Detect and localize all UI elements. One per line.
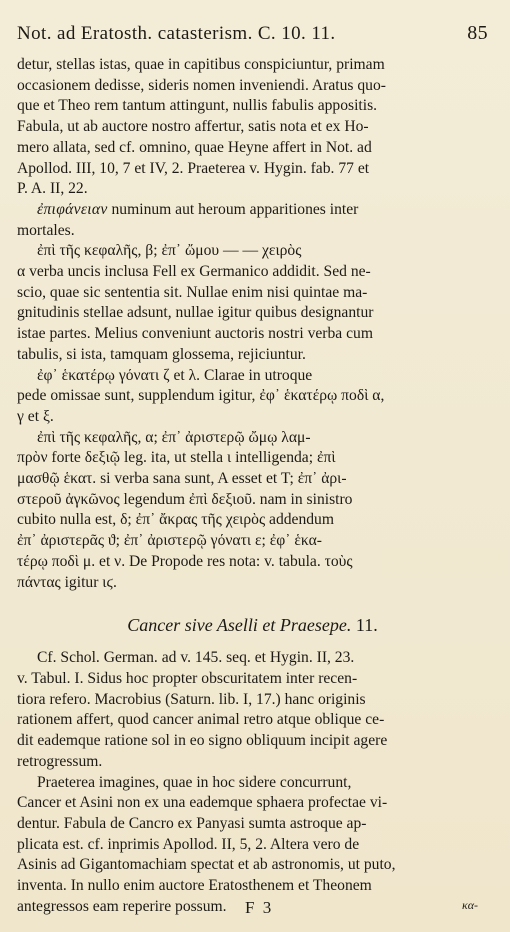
running-header: [17, 22, 488, 45]
running-title: Not. ad Eratosth. catasterism. C. 10. 11.: [17, 23, 336, 44]
text-fragment: numinum aut heroum apparitiones inter: [107, 200, 359, 218]
catchword: κα-: [461, 898, 478, 912]
text-line: pede omissae sunt, supplendum igitur, ἐφ᾽ ἑκατέρῳ ποδὶ α,: [17, 387, 385, 405]
signature-mark: F 3: [245, 898, 274, 917]
section-title: Cancer sive Aselli et Praesepe.: [127, 615, 352, 636]
text-line: tabulis, si ista, tamquam glossema, rejiciuntur.: [17, 345, 306, 363]
paragraph-5: [17, 428, 488, 594]
text-line: detur, stellas istas, quae in capitibus conspiciuntur, primam: [17, 56, 385, 73]
text-line: que et Theo rem tantum attingunt, nullis fabulis appositis.: [17, 97, 378, 115]
text-line: Asinis ad Gigantomachiam spectat et ab astronomis, ut puto,: [17, 856, 396, 874]
text-line: antegressos eam reperire possum.: [17, 897, 227, 915]
text-line: στεροῦ ἀγκῶνος legendum ἐπὶ δεξιοῦ. nam in sinistro: [17, 490, 353, 508]
text-line: rationem affert, quod cancer animal retro atque oblique ce-: [17, 711, 385, 729]
text-line: plicata est. cf. inprimis Apollod. II, 5, 2. Altera vero de: [17, 835, 360, 853]
text-line: occasionem dedisse, sideris nomen inveniendi. Aratus quo-: [17, 76, 386, 94]
text-line: Cancer et Asini non ex una eademque sphaera profectae vi-: [17, 794, 388, 812]
text-line: Cf. Schol. German. ad v. 145. seq. et Hygin. II, 23.: [37, 649, 355, 667]
text-line: α verba uncis inclusa Fell ex Germanico addidit. Sed ne-: [17, 263, 371, 281]
text-line: retrogressum.: [17, 752, 103, 770]
text-line: mortales.: [17, 221, 75, 239]
text-line: ἐπὶ τῆς κεφαλῆς, β; ἐπ᾽ ὤμου — — χειρὸς: [37, 242, 302, 260]
text-line: P. A. II, 22.: [17, 180, 88, 198]
paragraph-6: [17, 648, 488, 772]
text-line: tiora refero. Macrobius (Saturn. lib. I, 17.) hanc originis: [17, 690, 366, 708]
text-line: Fabula, ut ab auctore nostro affertur, satis nota et ex Ho-: [17, 118, 369, 136]
text-line: ἐπὶ τῆς κεφαλῆς, α; ἐπ᾽ ἀριστερῷ ὤμῳ λαμ-: [37, 428, 311, 446]
text-line: γ et ξ.: [17, 407, 54, 425]
paragraph-1: [17, 55, 488, 200]
paragraph-7: [17, 773, 488, 918]
text-line: dit eademque ratione sol in eo signo obliquum incipit agere: [17, 732, 388, 750]
text-line: Praeterea imagines, quae in hoc sidere concurrunt,: [37, 773, 352, 791]
text-line: cubito nulla est, δ; ἐπ᾽ ἄκρας τῆς χειρὸς addendum: [17, 511, 334, 529]
text-line: [17, 200, 488, 221]
text-line: μασθῷ ἑκατ. si verba sana sunt, A esset et T; ἐπ᾽ ἀρι-: [17, 470, 347, 488]
text-line: ἐπ᾽ ἀριστερᾶς ϑ; ἐπ᾽ ἀριστερῷ γόνατι ε; ἐφ᾽ ἑκα-: [17, 532, 322, 550]
text-line: inventa. In nullo enim auctore Eratosthenem et Theonem: [17, 877, 372, 895]
text-line: mero allata, sed cf. omnino, quae Heyne affert in Not. ad: [17, 138, 372, 156]
text-line: dentur. Fabula de Cancro ex Panyasi sumta astroque ap-: [17, 814, 367, 832]
text-line: v. Tabul. I. Sidus hoc propter obscuritatem inter recen-: [17, 669, 358, 687]
section-heading: [17, 615, 488, 636]
text-line: istae partes. Melius conveniunt auctoris nostri verba cum: [17, 325, 373, 343]
text-line: πρὸν forte δεξιῷ leg. ita, ut stella ι intelligenda; ἐπὶ: [17, 449, 336, 467]
text-line: τέρῳ ποδὶ μ. et ν. De Propode res nota: v. tabula. τοὺς: [17, 552, 353, 570]
page-number: 85: [467, 22, 488, 44]
greek-term: ἐπιφάνειαν: [37, 200, 108, 218]
text-line: ἐφ᾽ ἑκατέρῳ γόνατι ζ et λ. Clarae in utroque: [37, 366, 313, 384]
paragraph-3: [17, 241, 488, 365]
paragraph-4: [17, 366, 488, 428]
text-line: gnitudinis stellae adsunt, nullae igitur quibus designantur: [17, 304, 374, 322]
section-number: 11.: [355, 615, 378, 636]
text-line: πάντας igitur ιϛ.: [17, 573, 117, 591]
paragraph-2: [17, 200, 488, 241]
text-line: scio, quae sic sententia sit. Nullae enim nisi quintae ma-: [17, 283, 368, 301]
text-line: Apollod. III, 10, 7 et IV, 2. Praeterea v. Hygin. fab. 77 et: [17, 159, 370, 177]
